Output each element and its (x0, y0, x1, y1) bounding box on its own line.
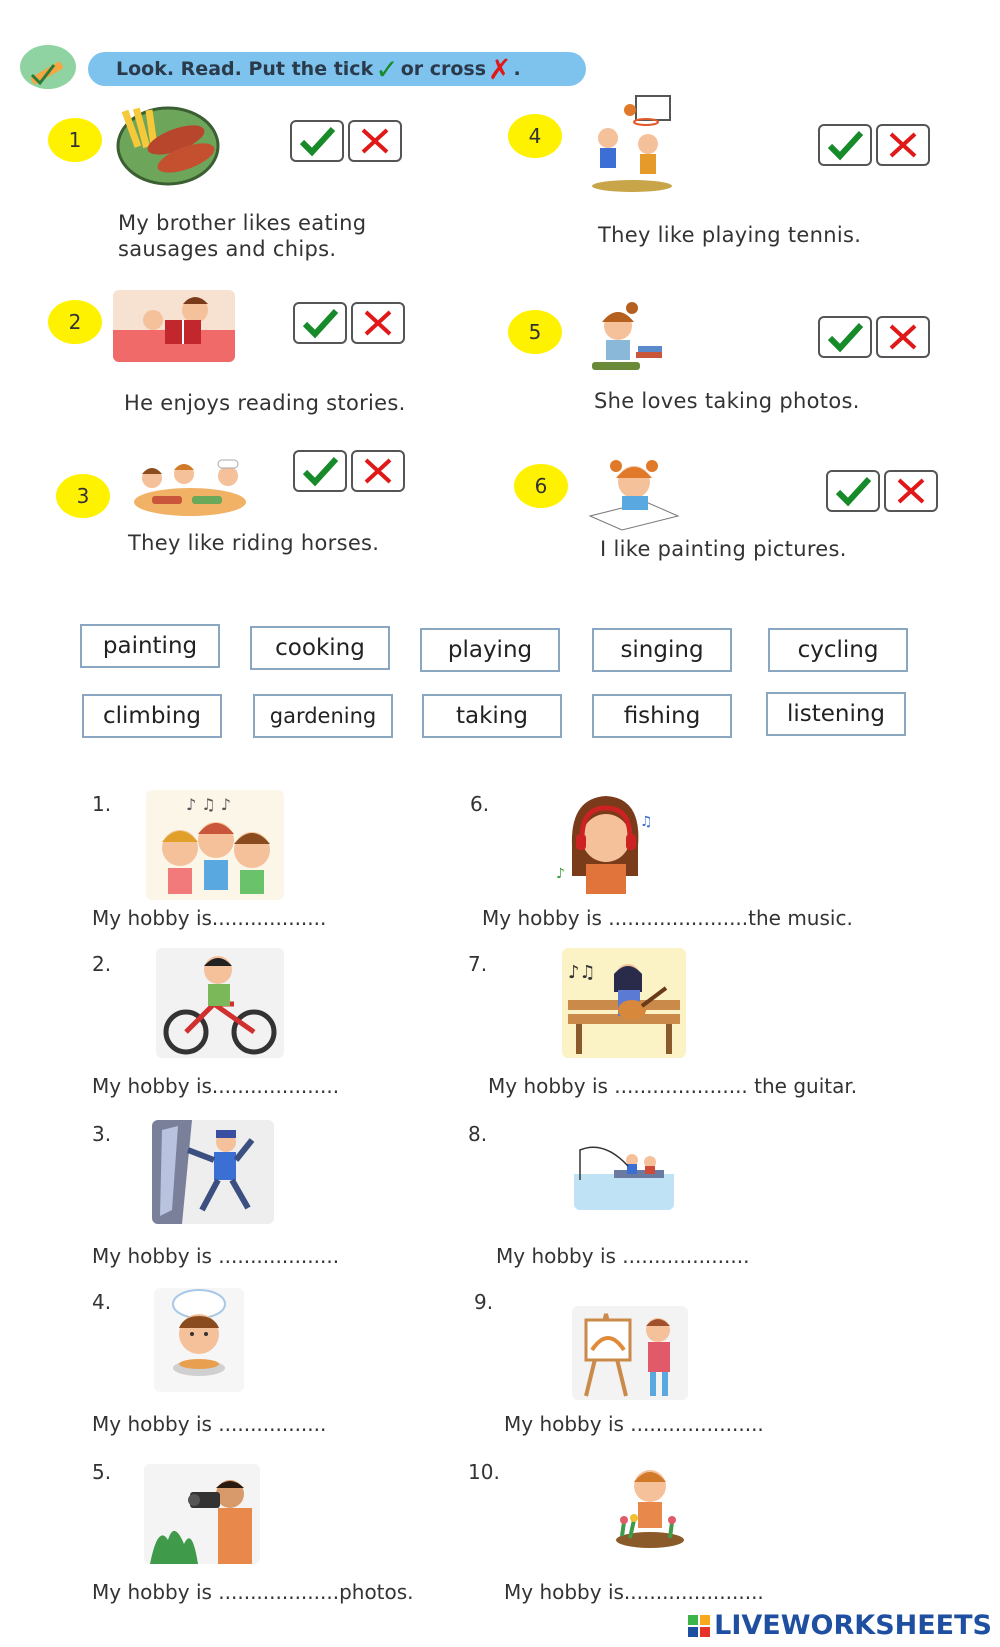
item-number: 5 (508, 310, 562, 354)
tick-button[interactable] (293, 450, 347, 492)
tick-mark-icon: ✓ (375, 52, 399, 86)
item-number: 6 (514, 464, 568, 508)
exercise-answer-line[interactable]: My hobby is .................... (496, 1244, 750, 1268)
brand-name: LIVEWORKSHEETS (714, 1610, 992, 1641)
word-listening[interactable]: listening (766, 692, 906, 736)
tick-cross-choice (293, 450, 405, 492)
exercise-number: 1. (92, 792, 112, 816)
boy-cycling-illustration (156, 948, 284, 1058)
exercise-answer-line[interactable]: My hobby is ................... (92, 1244, 340, 1268)
exercise-number: 9. (474, 1290, 494, 1314)
cross-mark-icon: ✗ (488, 52, 512, 86)
rock-climbing-illustration (152, 1120, 274, 1224)
word-singing[interactable]: singing (592, 628, 732, 672)
tick-cross-choice (818, 124, 930, 166)
svg-text:♪: ♪ (556, 866, 565, 882)
exercise-number: 2. (92, 952, 112, 976)
liveworksheets-logo (688, 1610, 992, 1641)
word-cycling[interactable]: cycling (768, 628, 908, 672)
exercise-number: 6. (470, 792, 490, 816)
sentence-text: They like riding horses. (128, 531, 380, 555)
word-climbing[interactable]: climbing (82, 694, 222, 738)
exercise-answer-line[interactable]: My hobby is ......................the music. (482, 906, 853, 930)
exercise-number: 10. (468, 1460, 500, 1484)
exercise-answer-line[interactable]: My hobby is ................. (92, 1412, 327, 1436)
kids-singing-illustration (146, 790, 284, 900)
exercise-answer-line[interactable]: My hobby is.................. (92, 906, 327, 930)
word-playing[interactable]: playing (420, 628, 560, 672)
exercise-number: 5. (92, 1460, 112, 1484)
basketball-kids-illustration (584, 94, 680, 194)
girl-listening-music-illustration (552, 786, 658, 896)
tick-button[interactable] (826, 470, 880, 512)
fishing-illustration (574, 1140, 674, 1210)
girl-playing-guitar-illustration (562, 948, 686, 1058)
cross-button[interactable] (351, 450, 405, 492)
exercise-answer-line[interactable]: My hobby is ..................... (504, 1412, 764, 1436)
word-painting[interactable]: painting (80, 624, 220, 668)
cross-button[interactable] (884, 470, 938, 512)
svg-text:♫: ♫ (640, 814, 653, 830)
word-fishing[interactable]: fishing (592, 694, 732, 738)
word-taking[interactable]: taking (422, 694, 562, 738)
sentence-text: He enjoys reading stories. (124, 391, 406, 415)
exercise-number: 3. (92, 1122, 112, 1146)
item-number: 1 (48, 118, 102, 162)
instruction-banner (88, 52, 586, 86)
item-number: 3 (56, 474, 110, 518)
pencil-icon (20, 45, 76, 89)
tick-button[interactable] (818, 124, 872, 166)
girl-painting-illustration (572, 1306, 688, 1400)
tick-button[interactable] (293, 302, 347, 344)
sentence-text: She loves taking photos. (594, 389, 860, 413)
cross-button[interactable] (876, 124, 930, 166)
exercise-answer-line[interactable]: My hobby is ..................... the guitar. (488, 1074, 858, 1098)
girl-chef-cooking-illustration (154, 1288, 244, 1392)
exercise-number: 4. (92, 1290, 112, 1314)
tick-button[interactable] (290, 120, 344, 162)
svg-text:♪ ♫ ♪: ♪ ♫ ♪ (186, 795, 231, 814)
man-taking-photos-illustration (144, 1464, 260, 1564)
instruction-text-end: . (513, 58, 521, 80)
tick-cross-choice (818, 316, 930, 358)
sentence-text: They like playing tennis. (598, 223, 862, 247)
tick-button[interactable] (818, 316, 872, 358)
tick-cross-choice (290, 120, 402, 162)
sausages-chips-illustration (110, 100, 222, 186)
svg-text:♪♫: ♪♫ (568, 962, 596, 983)
tick-cross-choice (826, 470, 938, 512)
item-number: 2 (48, 300, 102, 344)
instruction-text-mid: or cross (400, 58, 487, 80)
cross-button[interactable] (348, 120, 402, 162)
exercise-answer-line[interactable]: My hobby is ...................photos. (92, 1580, 414, 1604)
instruction-text: Look. Read. Put the tick (116, 58, 374, 80)
exercise-number: 7. (468, 952, 488, 976)
family-eating-illustration (132, 458, 250, 518)
sentence-text: My brother likes eating sausages and chips. (118, 211, 367, 261)
sentence-text: I like painting pictures. (600, 537, 847, 561)
girl-with-books-illustration (584, 298, 670, 380)
reading-story-illustration (113, 290, 235, 362)
word-cooking[interactable]: cooking (250, 626, 390, 670)
exercise-answer-line[interactable]: My hobby is.................... (92, 1074, 340, 1098)
girl-drawing-illustration (586, 450, 682, 532)
logo-grid-icon (688, 1615, 710, 1637)
tick-cross-choice (293, 302, 405, 344)
exercise-answer-line[interactable]: My hobby is...................... (504, 1580, 764, 1604)
item-number: 4 (508, 114, 562, 158)
exercise-number: 8. (468, 1122, 488, 1146)
gardening-illustration (604, 1460, 694, 1552)
cross-button[interactable] (876, 316, 930, 358)
word-gardening[interactable]: gardening (253, 694, 393, 738)
cross-button[interactable] (351, 302, 405, 344)
